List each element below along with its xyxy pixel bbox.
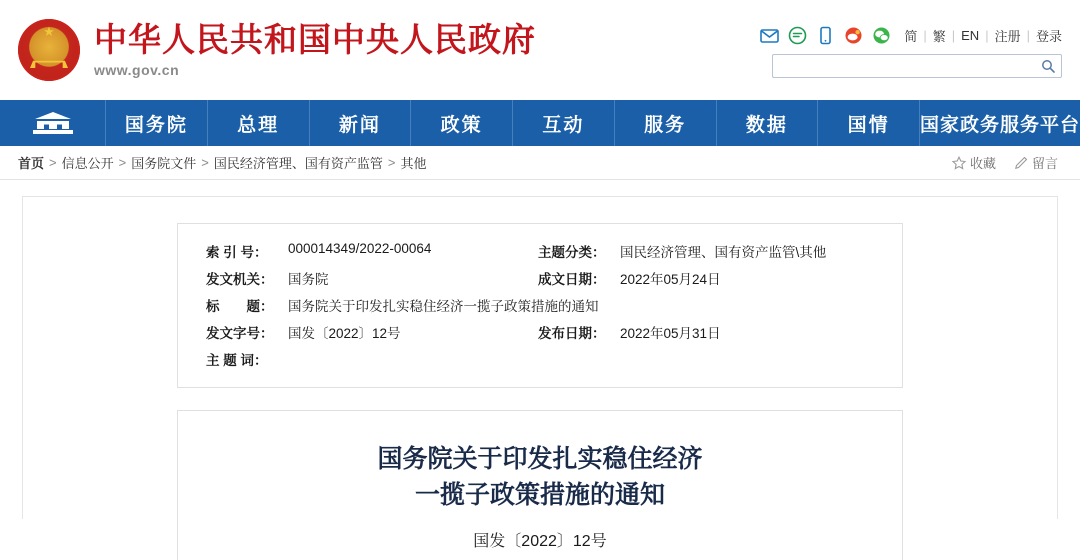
nav-item-zongli[interactable]: 总理 [208, 100, 310, 146]
search-bar[interactable] [772, 54, 1062, 78]
meta-value-subject-category: 国民经济管理、国有资产监管\其他 [620, 245, 827, 260]
meta-label-doc-number: 发文字号： [206, 326, 274, 341]
nav-item-shuju[interactable]: 数据 [717, 100, 819, 146]
meta-label-index: 索 引 号： [206, 245, 268, 260]
main-nav [0, 100, 1080, 146]
site-title: 中华人民共和国中央人民政府 [94, 19, 536, 59]
meta-value-index: 000014349/2022-00064 [288, 241, 432, 256]
document-meta-box [177, 223, 903, 388]
weibo-icon[interactable] [844, 26, 863, 45]
meta-label-keywords: 主 题 词： [206, 353, 268, 368]
nav-home-icon[interactable] [0, 100, 106, 146]
meta-value-written-date: 2022年05月24日 [620, 272, 721, 287]
breadcrumb-item-category[interactable]: 国民经济管理、国有资产监管 [213, 156, 383, 171]
meta-value-doc-number: 国发〔2022〕12号 [288, 326, 401, 341]
site-brand[interactable] [18, 19, 536, 81]
breadcrumb-separator-2: > [118, 155, 127, 170]
document-title-box [177, 410, 903, 560]
lang-traditional[interactable]: 繁 [932, 29, 946, 44]
message-button[interactable] [1014, 153, 1058, 172]
meta-label-written-date: 成文日期： [538, 272, 606, 287]
meta-value-keywords [288, 349, 874, 369]
breadcrumb [18, 153, 426, 172]
nav-item-xinwen[interactable]: 新闻 [310, 100, 412, 146]
breadcrumb-separator-1: > [49, 155, 57, 170]
header-icon-row [760, 26, 1062, 45]
header-right [760, 22, 1062, 78]
pencil-icon [1014, 156, 1028, 170]
message-label: 留言 [1031, 156, 1058, 171]
content-area [0, 180, 1080, 550]
breadcrumb-separator-3: > [201, 155, 209, 170]
breadcrumb-actions [952, 153, 1058, 172]
register-link[interactable]: 注册 [994, 29, 1021, 44]
document-meta-grid [206, 241, 874, 369]
breadcrumb-item-state-council-docs[interactable]: 国务院文件 [131, 156, 197, 171]
national-emblem-icon [18, 19, 80, 81]
nav-item-guowuyuan[interactable]: 国务院 [106, 100, 208, 146]
meta-value-title: 国务院关于印发扎实稳住经济一揽子政策措施的通知 [288, 299, 599, 314]
meta-value-publish-date: 2022年05月31日 [620, 326, 721, 341]
breadcrumb-item-other[interactable]: 其他 [400, 156, 427, 171]
search-input[interactable] [773, 55, 1035, 77]
link-separator-1: | [923, 28, 927, 43]
comment-icon[interactable] [788, 26, 807, 45]
meta-value-issuing-agency: 国务院 [288, 272, 329, 287]
favorite-button[interactable] [952, 153, 996, 172]
document-title-line1: 国务院关于印发扎实稳住经济 [377, 444, 703, 473]
lang-simplified[interactable]: 简 [904, 29, 918, 44]
favorite-label: 收藏 [969, 156, 996, 171]
meta-label-publish-date: 发布日期： [538, 326, 606, 341]
login-link[interactable]: 登录 [1035, 29, 1062, 44]
breadcrumb-bar [0, 146, 1080, 180]
document-number: 国发〔2022〕12号 [473, 532, 607, 550]
nav-item-guoqing[interactable]: 国情 [818, 100, 920, 146]
link-separator-3: | [985, 28, 989, 43]
mobile-icon[interactable] [816, 26, 835, 45]
breadcrumb-item-info-disclosure[interactable]: 信息公开 [61, 156, 114, 171]
nav-item-zhengce[interactable]: 政策 [411, 100, 513, 146]
document-title-line2: 一揽子政策措施的通知 [414, 480, 665, 510]
site-domain: www.gov.cn [94, 62, 180, 79]
search-icon[interactable] [1035, 55, 1061, 77]
lang-english[interactable]: EN [961, 28, 980, 43]
star-icon [952, 156, 966, 170]
nav-item-hudong[interactable]: 互动 [513, 100, 615, 146]
meta-label-title: 标 题： [206, 299, 274, 314]
wechat-icon[interactable] [872, 26, 891, 45]
site-header [0, 0, 1080, 100]
mail-icon[interactable] [760, 26, 779, 45]
header-links [904, 26, 1062, 45]
breadcrumb-item-home[interactable]: 首页 [18, 156, 45, 171]
link-separator-4: | [1026, 28, 1030, 43]
link-separator-2: | [951, 28, 956, 43]
nav-item-zhengwu-platform[interactable]: 国家政务服务平台 [920, 114, 1080, 136]
nav-item-fuwu[interactable]: 服务 [615, 100, 717, 146]
gate-home-icon [31, 110, 75, 136]
document-frame [22, 196, 1058, 550]
meta-label-subject-category: 主题分类： [538, 245, 606, 260]
meta-label-issuing-agency: 发文机关： [206, 272, 274, 287]
breadcrumb-separator-4: > [387, 155, 396, 170]
